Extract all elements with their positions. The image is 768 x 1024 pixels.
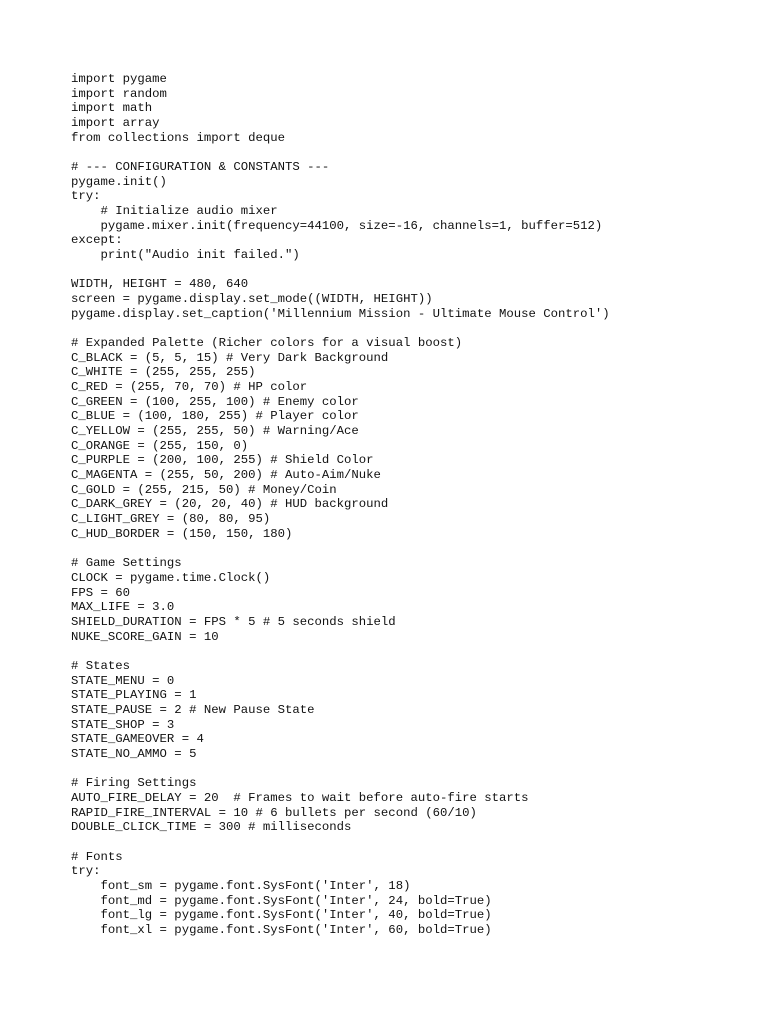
code-line: pygame.display.set_caption('Millennium Mission - Ultimate Mouse Control'): [71, 306, 610, 321]
code-line: C_YELLOW = (255, 255, 50) # Warning/Ace: [71, 424, 359, 439]
code-line: RAPID_FIRE_INTERVAL = 10 # 6 bullets per second (60/10): [71, 805, 477, 820]
blank-line: [71, 644, 761, 659]
code-line: # Expanded Palette (Richer colors for a visual boost): [71, 336, 463, 351]
code-line: import random: [71, 86, 167, 101]
blank-line: [71, 321, 761, 336]
blank-line: [71, 542, 761, 557]
code-line: import array: [71, 116, 160, 131]
code-line: SHIELD_DURATION = FPS * 5 # 5 seconds shield: [71, 614, 396, 629]
code-line: # Initialize audio mixer: [71, 204, 278, 219]
code-line: FPS = 60: [71, 585, 131, 600]
blank-line: [71, 835, 761, 850]
code-line: # Fonts: [71, 849, 123, 864]
code-line: C_DARK_GREY = (20, 20, 40) # HUD background: [71, 497, 389, 512]
code-line: NUKE_SCORE_GAIN = 10: [71, 629, 219, 644]
code-line: # Game Settings: [71, 556, 182, 571]
code-line: C_RED = (255, 70, 70) # HP color: [71, 380, 308, 395]
code-line: pygame.mixer.init(frequency=44100, size=-16, channels=1, buffer=512): [71, 218, 603, 233]
code-line: pygame.init(): [71, 174, 167, 189]
code-line: # States: [71, 658, 131, 673]
code-line: CLOCK = pygame.time.Clock(): [71, 570, 271, 585]
blank-line: [71, 145, 761, 160]
code-line: DOUBLE_CLICK_TIME = 300 # milliseconds: [71, 820, 352, 835]
blank-line: [71, 762, 761, 777]
code-line: C_LIGHT_GREY = (80, 80, 95): [71, 512, 271, 527]
code-line: try:: [71, 864, 101, 879]
code-line: STATE_PLAYING = 1: [71, 688, 197, 703]
code-line: import pygame: [71, 72, 167, 86]
code-line: WIDTH, HEIGHT = 480, 640: [71, 277, 249, 292]
code-line: font_sm = pygame.font.SysFont('Inter', 18): [71, 878, 411, 893]
code-line: C_MAGENTA = (255, 50, 200) # Auto-Aim/Nuke: [71, 468, 381, 483]
code-line: C_WHITE = (255, 255, 255): [71, 365, 256, 380]
code-line: # --- CONFIGURATION & CONSTANTS ---: [71, 160, 330, 175]
code-line: STATE_MENU = 0: [71, 673, 175, 688]
code-line: AUTO_FIRE_DELAY = 20 # Frames to wait before auto-fire starts: [71, 790, 529, 805]
code-line: STATE_PAUSE = 2 # New Pause State: [71, 702, 315, 717]
code-line: C_BLUE = (100, 180, 255) # Player color: [71, 409, 359, 424]
code-line: C_PURPLE = (200, 100, 255) # Shield Color: [71, 453, 374, 468]
code-line: try:: [71, 189, 101, 204]
code-line: # Firing Settings: [71, 776, 197, 791]
code-line: C_GOLD = (255, 215, 50) # Money/Coin: [71, 482, 337, 497]
code-line: import math: [71, 101, 153, 116]
code-line: except:: [71, 233, 123, 248]
code-line: STATE_SHOP = 3: [71, 717, 175, 732]
code-line: print("Audio init failed."): [71, 248, 300, 263]
code-line: from collections import deque: [71, 130, 286, 145]
code-line: STATE_NO_AMMO = 5: [71, 746, 197, 761]
code-line: STATE_GAMEOVER = 4: [71, 732, 204, 747]
code-line: font_lg = pygame.font.SysFont('Inter', 40, bold=True): [71, 908, 492, 923]
blank-line: [71, 263, 761, 278]
code-line: C_BLACK = (5, 5, 15) # Very Dark Background: [71, 350, 389, 365]
code-line: font_md = pygame.font.SysFont('Inter', 24, bold=True): [71, 893, 492, 908]
code-line: screen = pygame.display.set_mode((WIDTH, HEIGHT)): [71, 292, 433, 307]
code-line: C_HUD_BORDER = (150, 150, 180): [71, 526, 293, 541]
code-line: C_ORANGE = (255, 150, 0): [71, 438, 249, 453]
code-listing: [71, 72, 761, 938]
code-line: MAX_LIFE = 3.0: [71, 600, 175, 615]
code-line: C_GREEN = (100, 255, 100) # Enemy color: [71, 394, 359, 409]
code-line: font_xl = pygame.font.SysFont('Inter', 60, bold=True): [71, 922, 492, 937]
